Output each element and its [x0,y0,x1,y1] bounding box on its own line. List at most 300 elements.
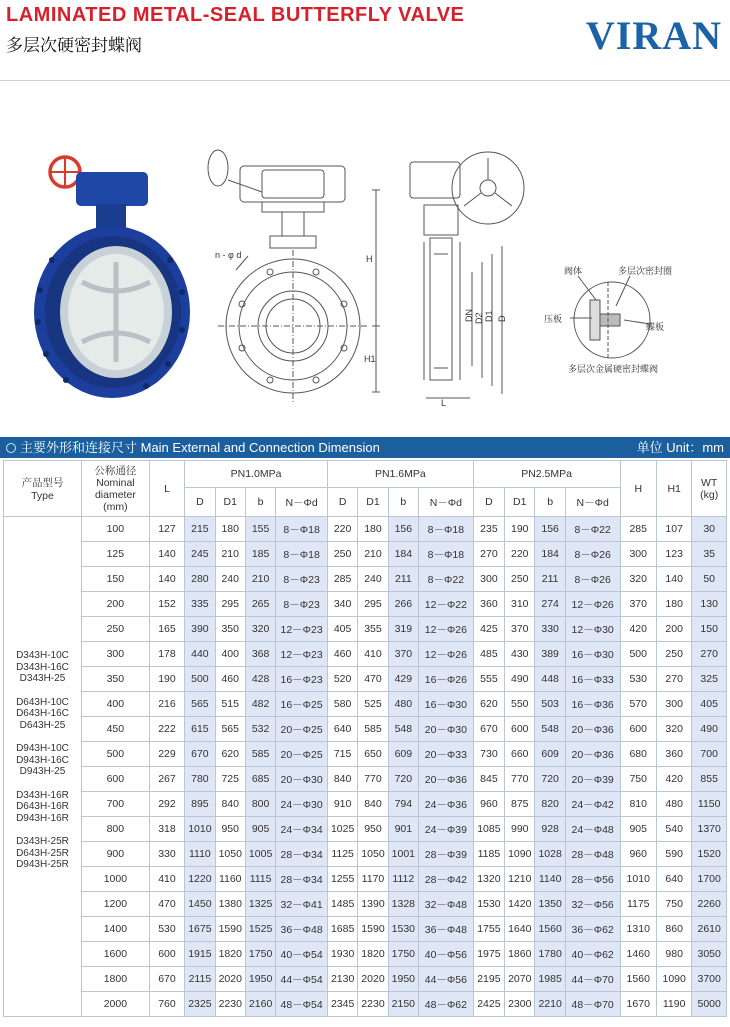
table-cell: 680 [620,742,656,767]
table-cell: 1950 [245,967,275,992]
table-cell: 490 [505,667,535,692]
table-cell: 670 [149,967,184,992]
table-cell: 24－Φ36 [419,792,474,817]
table-cell: 640 [656,867,691,892]
table-cell: 1000 [81,867,149,892]
table-cell: 650 [358,742,388,767]
table-cell: 1090 [505,842,535,867]
table-cell: 1310 [620,917,656,942]
table-cell: 905 [620,817,656,842]
table-cell: 800 [81,817,149,842]
table-cell: 280 [185,567,215,592]
table-cell: 770 [358,767,388,792]
table-cell: 448 [535,667,565,692]
table-cell: 28－Φ34 [276,867,328,892]
table-cell: 1685 [327,917,357,942]
table-cell: 1160 [215,867,245,892]
detail-press-plate-label: 压板 [544,314,563,324]
table-cell: 330 [535,617,565,642]
table-cell: 270 [473,542,504,567]
table-cell: 615 [185,717,215,742]
table-cell: 240 [215,567,245,592]
table-cell: 470 [149,892,184,917]
table-cell: 389 [535,642,565,667]
type-group [4,650,81,685]
table-cell: 565 [185,692,215,717]
label-D1: D1 [484,310,494,322]
table-cell: 184 [535,542,565,567]
table-cell: 1560 [535,917,565,942]
table-cell: 565 [215,717,245,742]
table-row [4,642,727,667]
table-cell: 500 [620,642,656,667]
table-title-bar [0,437,730,458]
table-cell: 1110 [185,842,215,867]
table-cell: 2325 [185,992,215,1017]
type-group [4,743,81,778]
type-model: D643H-16C [16,708,69,720]
table-cell: 500 [185,667,215,692]
table-cell: 600 [620,717,656,742]
table-cell: 1640 [505,917,535,942]
table-cell: 430 [505,642,535,667]
table-cell: 490 [692,717,727,742]
dimension-table [3,460,727,1017]
valve-photo [34,157,190,398]
table-cell: 266 [388,592,418,617]
label-H1: H1 [364,354,376,364]
table-cell: 400 [81,692,149,717]
table-cell: 820 [535,792,565,817]
table-cell: 1930 [327,942,357,967]
table-cell: 1420 [505,892,535,917]
table-cell: 12－Φ26 [419,642,474,667]
table-cell: 8－Φ22 [565,517,620,542]
header-pn25-D1: D1 [505,488,535,517]
table-cell: 210 [215,542,245,567]
table-cell: 540 [656,817,691,842]
table-cell: 2020 [358,967,388,992]
table-cell: 585 [245,742,275,767]
table-cell: 44－Φ56 [419,967,474,992]
table-cell: 860 [656,917,691,942]
type-model: D943H-25 [19,766,66,778]
table-cell: 335 [185,592,215,617]
table-body [4,517,727,1017]
table-cell: 875 [505,792,535,817]
table-cell: 150 [692,617,727,642]
table-cell: 235 [473,517,504,542]
type-model: D343H-16R [16,789,69,801]
table-cell: 770 [505,767,535,792]
table-cell: 350 [81,667,149,692]
header-H1: H1 [656,461,691,517]
table-cell: 855 [692,767,727,792]
table-cell: 320 [656,717,691,742]
table-row [4,942,727,967]
table-cell: 620 [473,692,504,717]
table-row [4,992,727,1017]
table-cell: 730 [473,742,504,767]
table-cell: 16－Φ30 [419,692,474,717]
brand-logo: VIRAN [585,13,722,58]
table-cell: 1530 [473,892,504,917]
table-cell: 274 [535,592,565,617]
header-wt: WT (kg) [692,461,727,517]
table-cell: 1530 [388,917,418,942]
table-cell: 12－Φ26 [565,592,620,617]
table-cell: 525 [358,692,388,717]
table-cell: 24－Φ30 [276,792,328,817]
table-cell: 5000 [692,992,727,1017]
header-pn25-D: D [473,488,504,517]
header-L: L [149,461,184,517]
table-cell: 530 [620,667,656,692]
table-cell: 840 [358,792,388,817]
table-cell: 368 [245,642,275,667]
table-cell: 320 [245,617,275,642]
table-cell: 720 [535,767,565,792]
table-row [4,842,727,867]
table-cell: 28－Φ48 [565,842,620,867]
table-cell: 2115 [185,967,215,992]
table-cell: 8－Φ18 [276,542,328,567]
table-cell: 24－Φ34 [276,817,328,842]
table-cell: 420 [656,767,691,792]
table-cell: 760 [149,992,184,1017]
table-cell: 28－Φ42 [419,867,474,892]
table-cell: 20－Φ30 [276,767,328,792]
type-cell [4,517,82,1017]
table-cell: 211 [388,567,418,592]
table-cell: 800 [245,792,275,817]
table-cell: 1915 [185,942,215,967]
table-cell: 1755 [473,917,504,942]
header-type: 产品型号 Type [4,461,82,517]
table-cell: 48－Φ62 [419,992,474,1017]
table-cell: 325 [692,667,727,692]
table-cell: 1370 [692,817,727,842]
table-cell: 330 [149,842,184,867]
table-cell: 840 [327,767,357,792]
detail-seal-ring-label: 多层次密封圈 [618,266,673,276]
table-cell: 1150 [692,792,727,817]
table-cell: 355 [358,617,388,642]
table-cell: 300 [81,642,149,667]
table-cell: 1750 [388,942,418,967]
table-cell: 40－Φ62 [565,942,620,967]
table-cell: 901 [388,817,418,842]
unit-label: 单位 Unit：mm [636,440,724,455]
table-cell: 1010 [620,867,656,892]
table-cell: 1125 [327,842,357,867]
table-cell: 1025 [327,817,357,842]
bullet-icon [6,443,16,453]
table-cell: 548 [535,717,565,742]
table-cell: 350 [215,617,245,642]
table-cell: 185 [245,542,275,567]
table-cell: 100 [81,517,149,542]
type-model: D943H-10C [16,743,69,755]
table-cell: 928 [535,817,565,842]
table-cell: 250 [81,617,149,642]
table-cell: 35 [692,542,727,567]
table-cell: 140 [149,542,184,567]
table-cell: 600 [505,717,535,742]
table-cell: 1185 [473,842,504,867]
table-cell: 2160 [245,992,275,1017]
table-cell: 910 [327,792,357,817]
table-cell: 2020 [215,967,245,992]
table-cell: 1001 [388,842,418,867]
table-cell: 1485 [327,892,357,917]
table-cell: 40－Φ56 [419,942,474,967]
table-cell: 216 [149,692,184,717]
table-cell: 28－Φ56 [565,867,620,892]
table-row [4,567,727,592]
table-cell: 1820 [358,942,388,967]
table-cell: 180 [358,517,388,542]
seal-detail-drawing [570,276,650,358]
table-cell: 222 [149,717,184,742]
table-cell: 245 [185,542,215,567]
header-divider [0,80,730,81]
table-cell: 530 [149,917,184,942]
table-cell: 8－Φ18 [276,517,328,542]
table-cell: 8－Φ18 [419,517,474,542]
table-cell: 548 [388,717,418,742]
table-row [4,617,727,642]
label-L: L [441,398,447,408]
table-cell: 520 [327,667,357,692]
table-cell: 482 [245,692,275,717]
table-cell: 20－Φ30 [419,717,474,742]
type-model: D343H-25R [16,836,69,848]
table-row [4,717,727,742]
table-cell: 390 [185,617,215,642]
table-cell: 2195 [473,967,504,992]
table-cell: 370 [505,617,535,642]
table-cell: 420 [620,617,656,642]
table-cell: 2000 [81,992,149,1017]
table-cell: 50 [692,567,727,592]
table-cell: 485 [473,642,504,667]
table-cell: 2260 [692,892,727,917]
table-cell: 250 [656,642,691,667]
table-cell: 1985 [535,967,565,992]
table-cell: 585 [358,717,388,742]
label-H: H [366,254,373,264]
table-cell: 12－Φ23 [276,617,328,642]
table-cell: 1140 [535,867,565,892]
table-cell: 670 [185,742,215,767]
table-cell: 480 [656,792,691,817]
table-cell: 2300 [505,992,535,1017]
page-title-cn: 多层次硬密封蝶阀 [6,36,142,56]
table-cell: 1325 [245,892,275,917]
table-row [4,867,727,892]
table-cell: 300 [473,567,504,592]
header-pn16-D: D [327,488,357,517]
type-model: D643H-10C [16,696,69,708]
table-cell: 20－Φ36 [565,742,620,767]
table-cell: 12－Φ22 [419,592,474,617]
header-pn25: PN2.5MPa [473,461,620,488]
table-title-text: 主要外形和连接尺寸 Main External and Connection Dimension [20,440,380,455]
table-cell: 470 [358,667,388,692]
header-pn10: PN1.0MPa [185,461,328,488]
table-cell: 990 [505,817,535,842]
table-row [4,592,727,617]
table-cell: 28－Φ34 [276,842,328,867]
table-cell: 12－Φ23 [276,642,328,667]
table-cell: 178 [149,642,184,667]
table-cell: 130 [692,592,727,617]
table-cell: 184 [388,542,418,567]
table-cell: 580 [327,692,357,717]
table-cell: 600 [81,767,149,792]
table-cell: 980 [656,942,691,967]
table-cell: 1175 [620,892,656,917]
table-cell: 1560 [620,967,656,992]
table-cell: 36－Φ48 [276,917,328,942]
table-cell: 319 [388,617,418,642]
table-cell: 40－Φ54 [276,942,328,967]
table-cell: 1950 [388,967,418,992]
table-cell: 152 [149,592,184,617]
table-cell: 425 [473,617,504,642]
table-cell: 190 [505,517,535,542]
table-cell: 715 [327,742,357,767]
type-model: D643H-16R [16,801,69,813]
table-cell: 190 [149,667,184,692]
table-cell: 1220 [185,867,215,892]
table-cell: 660 [505,742,535,767]
table-cell: 107 [656,517,691,542]
table-cell: 155 [245,517,275,542]
table-cell: 250 [327,542,357,567]
table-cell: 405 [327,617,357,642]
table-cell: 220 [327,517,357,542]
table-row [4,517,727,542]
table-cell: 750 [656,892,691,917]
table-cell: 8－Φ23 [276,567,328,592]
table-cell: 1200 [81,892,149,917]
table-cell: 450 [81,717,149,742]
table-cell: 1190 [656,992,691,1017]
table-cell: 640 [327,717,357,742]
table-cell: 480 [388,692,418,717]
table-cell: 460 [215,667,245,692]
table-cell: 405 [692,692,727,717]
table-cell: 318 [149,817,184,842]
table-cell: 229 [149,742,184,767]
table-cell: 16－Φ33 [565,667,620,692]
table-cell: 1350 [535,892,565,917]
header-pn16-nd: N－Φd [419,488,474,517]
table-cell: 200 [81,592,149,617]
table-cell: 20－Φ39 [565,767,620,792]
table-cell: 20－Φ33 [419,742,474,767]
table-cell: 1450 [185,892,215,917]
type-model: D343H-16C [16,661,69,673]
table-cell: 2345 [327,992,357,1017]
table-cell: 16－Φ26 [419,667,474,692]
table-cell: 8－Φ22 [419,567,474,592]
table-cell: 240 [358,567,388,592]
table-cell: 123 [656,542,691,567]
table-cell: 8－Φ23 [276,592,328,617]
table-cell: 780 [185,767,215,792]
table-cell: 1675 [185,917,215,942]
table-cell: 460 [327,642,357,667]
table-cell: 515 [215,692,245,717]
table-cell: 1520 [692,842,727,867]
table-cell: 700 [692,742,727,767]
table-cell: 2230 [358,992,388,1017]
table-cell: 905 [245,817,275,842]
table-cell: 300 [656,692,691,717]
table-cell: 1975 [473,942,504,967]
table-cell: 685 [245,767,275,792]
table-cell: 1400 [81,917,149,942]
table-cell: 609 [535,742,565,767]
table-cell: 20－Φ25 [276,742,328,767]
table-cell: 285 [327,567,357,592]
table-cell: 16－Φ30 [565,642,620,667]
table-cell: 609 [388,742,418,767]
table-cell: 156 [388,517,418,542]
table-cell: 32－Φ48 [419,892,474,917]
table-cell: 12－Φ30 [565,617,620,642]
header-pn10-nd: N－Φd [276,488,328,517]
table-row [4,742,727,767]
table-cell: 1390 [358,892,388,917]
table-cell: 300 [620,542,656,567]
table-cell: 267 [149,767,184,792]
table-cell: 1085 [473,817,504,842]
table-cell: 1590 [215,917,245,942]
table-cell: 127 [149,517,184,542]
table-cell: 845 [473,767,504,792]
table-cell: 620 [215,742,245,767]
table-cell: 725 [215,767,245,792]
table-row [4,542,727,567]
table-cell: 340 [327,592,357,617]
table-cell: 900 [81,842,149,867]
table-cell: 360 [656,742,691,767]
table-cell: 1780 [535,942,565,967]
table-cell: 156 [535,517,565,542]
table-cell: 210 [245,567,275,592]
table-cell: 428 [245,667,275,692]
type-group [4,697,81,732]
table-cell: 215 [185,517,215,542]
table-cell: 1170 [358,867,388,892]
table-cell: 1800 [81,967,149,992]
table-cell: 503 [535,692,565,717]
table-cell: 24－Φ39 [419,817,474,842]
side-view-drawing [410,152,524,398]
table-cell: 3050 [692,942,727,967]
table-cell: 36－Φ62 [565,917,620,942]
table-cell: 180 [656,592,691,617]
table-cell: 44－Φ70 [565,967,620,992]
table-row [4,892,727,917]
type-group [4,836,81,871]
table-cell: 12－Φ26 [419,617,474,642]
table-cell: 360 [473,592,504,617]
